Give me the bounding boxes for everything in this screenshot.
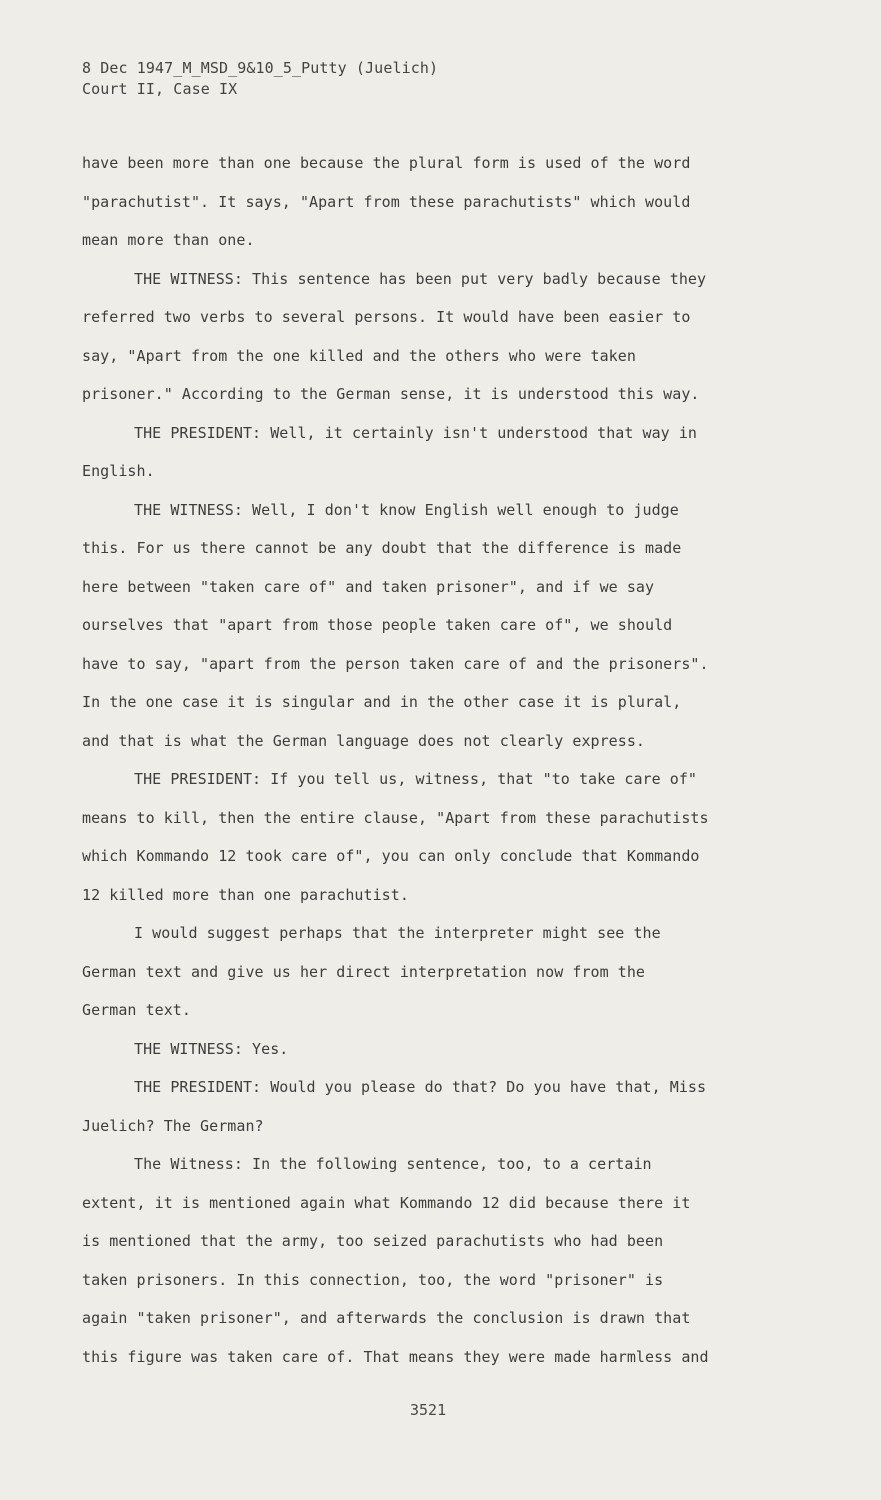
text-line: have to say, "apart from the person taken care of and the prisoners". xyxy=(82,654,709,673)
text-line: this. For us there cannot be any doubt that the difference is made xyxy=(82,539,682,557)
page-number: 3521 xyxy=(410,1401,447,1419)
text-line: which Kommando 12 took care of", you can only conclude that Kommando xyxy=(82,847,700,865)
text-line: say, "Apart from the one killed and the others who were taken xyxy=(82,346,636,365)
text-line: again "taken prisoner", and afterwards the conclusion is drawn that xyxy=(82,1309,691,1327)
text-line: taken prisoners. In this connection, too, the word "prisoner" is xyxy=(82,1270,664,1289)
text-line: In the one case it is singular and in the other case it is plural, xyxy=(82,693,682,711)
text-line: referred two verbs to several persons. It would have been easier to xyxy=(82,308,691,326)
header-line-2: Court II, Case IX xyxy=(82,80,238,98)
text-line: The Witness: In the following sentence, too, to a certain xyxy=(134,1155,652,1173)
text-line: THE WITNESS: Yes. xyxy=(134,1039,289,1058)
text-line: have been more than one because the plural form is used of the word xyxy=(82,154,691,172)
document-header xyxy=(82,58,802,100)
text-line: mean more than one. xyxy=(82,231,255,249)
text-line: 12 killed more than one parachutist. xyxy=(82,885,409,904)
header-line-1: 8 Dec 1947_M_MSD_9&10_5_Putty (Juelich) xyxy=(82,59,439,77)
text-line: here between "taken care of" and taken prisoner", and if we say xyxy=(82,577,655,596)
text-line: prisoner." According to the German sense, it is understood this way. xyxy=(82,385,700,403)
text-line: German text. xyxy=(82,1001,191,1019)
text-line: THE PRESIDENT: Well, it certainly isn't understood that way in xyxy=(134,423,698,442)
text-line: Juelich? The German? xyxy=(82,1116,264,1135)
text-line: I would suggest perhaps that the interpreter might see the xyxy=(134,924,661,942)
text-line: ourselves that "apart from those people taken care of", we should xyxy=(82,616,673,634)
text-line: German text and give us her direct interpretation now from the xyxy=(82,962,646,981)
text-line: THE WITNESS: This sentence has been put very badly because they xyxy=(134,269,707,288)
text-line: and that is what the German language does not clearly express. xyxy=(82,731,646,750)
text-line: means to kill, then the entire clause, "Apart from these parachutists xyxy=(82,808,709,827)
text-line: this figure was taken care of. That means they were made harmless and xyxy=(82,1347,709,1366)
text-line: THE PRESIDENT: If you tell us, witness, that "to take care of" xyxy=(134,770,698,788)
text-line: "parachutist". It says, "Apart from these parachutists" which would xyxy=(82,192,691,211)
text-line: English. xyxy=(82,462,155,480)
transcript-body xyxy=(82,150,782,1382)
text-line: THE PRESIDENT: Would you please do that? Do you have that, Miss xyxy=(134,1078,707,1096)
text-line: is mentioned that the army, too seized parachutists who had been xyxy=(82,1232,664,1250)
text-line: THE WITNESS: Well, I don't know English well enough to judge xyxy=(134,500,679,519)
text-line: extent, it is mentioned again what Kommando 12 did because there it xyxy=(82,1193,691,1212)
